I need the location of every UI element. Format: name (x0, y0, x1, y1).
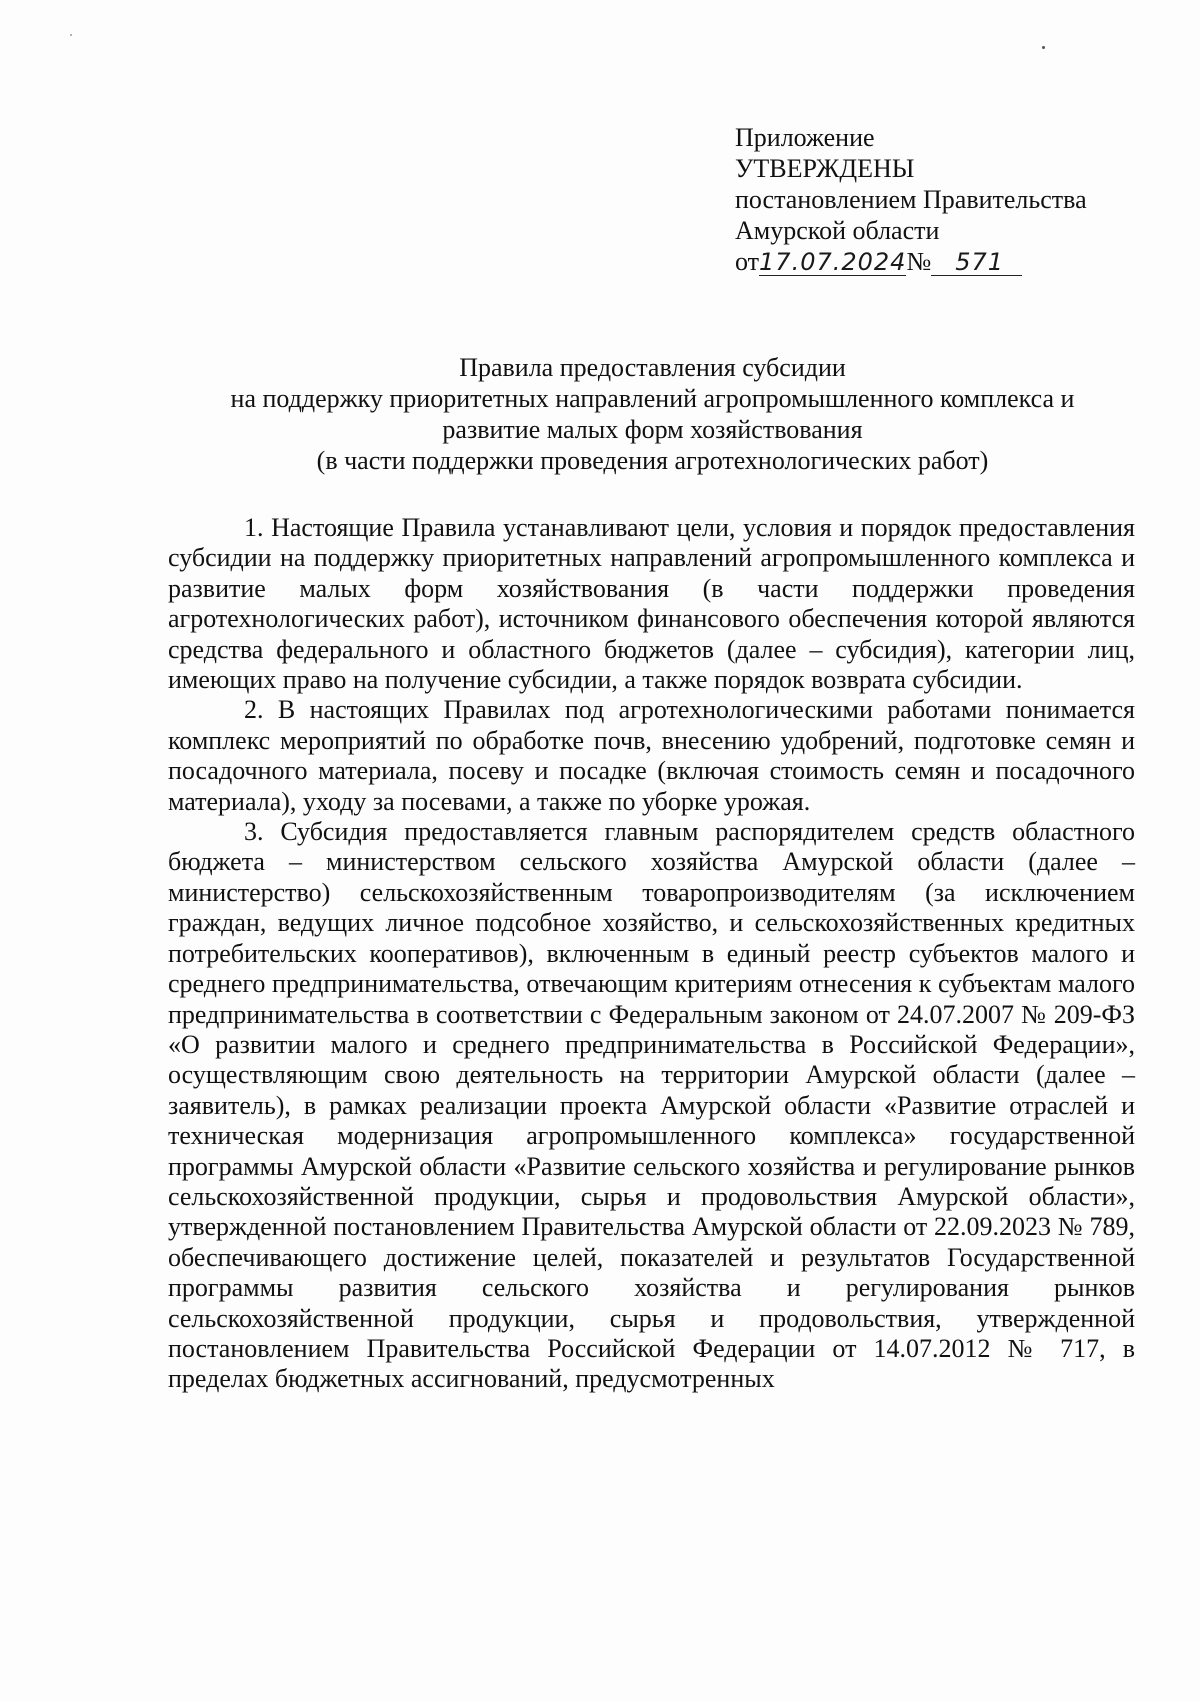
scan-speck (1042, 46, 1045, 49)
date-prefix: от (735, 247, 760, 276)
document-title (120, 352, 1185, 476)
approval-block (735, 122, 1155, 277)
region-label: Амурской области (735, 216, 940, 245)
date-number-line (735, 246, 1155, 277)
approved-label: УТВЕРЖДЕНЫ (735, 154, 915, 183)
paragraph-1: 1. Настоящие Правила устанавливают цели, условия и порядок предоставления субсидии на поддержку приоритетных направлений агропромышленного комплекса и развитие малых форм хозяйствования (в части поддержки проведения агротехнологических работ), источником финансового обеспечения которой являются средства федерального и областного бюджетов (далее – субсидия), категории лиц, имеющих право на получение субсидии, а также порядок возврата субсидии. (168, 513, 1135, 695)
paragraph-3: 3. Субсидия предоставляется главным распорядителем средств областного бюджета – министерством сельского хозяйства Амурской области (далее – министерство) сельскохозяйственным товаропроизводителям (за исключением граждан, ведущих личное подсобное хозяйство, и сельскохозяйственных кредитных потребительских кооперативов), включенным в единый реестр субъектов малого и среднего предпринимательства, отвечающим критериям отнесения к субъектам малого предпринимательства в соответствии с Федеральным законом от 24.07.2007 № 209-ФЗ «О развитии малого и среднего предпринимательства в Российской Федерации», осуществляющим свою деятельность на территории Амурской области (далее – заявитель), в рамках реализации проекта Амурской области «Развитие отраслей и техническая модернизация агропромышленного комплекса» государственной программы Амурской области «Развитие сельского хозяйства и регулирование рынков сельскохозяйственной продукции, сырья и продовольствия Амурской области», утвержденной постановлением Правительства Амурской области от 22.09.2023 № 789, обеспечивающего достижение целей, показателей и результатов Государственной программы развития сельского хозяйства и регулирования рынков сельскохозяйственной продукции, сырья и продовольствия, утвержденной постановлением Правительства Российской Федерации от 14.07.2012 № 717, в пределах бюджетных ассигнований, предусмотренных (168, 817, 1135, 1394)
date-field (759, 249, 906, 276)
number-field (931, 249, 1022, 276)
appendix-label: Приложение (735, 123, 875, 152)
title-line-4: (в части поддержки проведения агротехнологических работ) (316, 446, 989, 475)
handwritten-date: 17.07.2024 (759, 248, 907, 276)
number-sign: № (906, 247, 932, 276)
title-line-2: на поддержку приоритетных направлений агропромышленного комплекса и (230, 384, 1075, 413)
paragraph-2: 2. В настоящих Правилах под агротехнологическими работами понимается комплекс мероприятий по обработке почв, внесению удобрений, подготовке семян и посадочного материала, посеву и посадке (включая стоимость семян и посадочного материала), уходу за посевами, а также по уборке урожая. (168, 695, 1135, 816)
document-body (168, 513, 1135, 1395)
handwritten-number: 571 (955, 248, 1005, 276)
resolution-label: постановлением Правительства (735, 185, 1087, 214)
title-line-1: Правила предоставления субсидии (459, 353, 846, 382)
scan-speck (70, 34, 72, 36)
title-line-3: развитие малых форм хозяйствования (442, 415, 863, 444)
